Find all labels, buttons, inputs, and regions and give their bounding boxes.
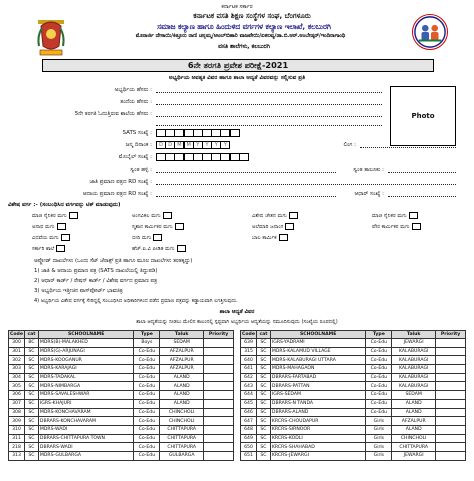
table-cell: JEWARGI [392, 451, 436, 460]
category-option[interactable]: ಹೆಚ್.ಐ.ವಿ ಪೀಡಿತ ಮಗು [132, 245, 186, 253]
priority-cell[interactable] [204, 373, 234, 382]
income-label: ಆದಾಯ ಪ್ರಮಾಣ ಪತ್ರದ RD ಸಂಖ್ಯೆ : [82, 191, 152, 197]
category-option[interactable]: ಬಾಲ ಕಾರ್ಮಿಕ [252, 234, 288, 242]
table-cell: 315 [241, 347, 257, 356]
table-cell: 649 [241, 434, 257, 443]
school5-label: 5ನೇ ತರಗತಿ ಓದುತ್ತಿರುವ ಶಾಲೆಯ ಹೆಸರು : [74, 111, 152, 117]
category-option[interactable]: ವಿಶೇಷ ಚೇತನ ಮಗು [252, 212, 298, 220]
gender-field[interactable] [360, 147, 456, 148]
table-cell: BC [24, 339, 38, 348]
table-cell: DBRARS-FARTABAD [270, 373, 365, 382]
preference-note: ಶಾಲಾ ಆದ್ಯತೆಯನ್ನು ನೀಡಲು ಮೇಲಿನ ಕಾಲಂನಲ್ಲಿ ಸ್ಪಷ್ಟವಾಗಿ ಅಭ್ಯರ್ಥಿಯ ಆದ್ಯತೆಯನ್ನು ನಮೂದಿಸುವುದು (ಸಂಖ್ಯೆಯ ರೂಪದಲ್ಲಿ) [136, 319, 338, 325]
table-row [9, 434, 234, 443]
table-cell: Co-Edu [134, 356, 160, 365]
col-school: SCHOOLNAME [38, 331, 134, 339]
table-row [9, 339, 234, 348]
table-cell: MDRS-TADAKAL [38, 373, 134, 382]
col-taluk: Taluk [392, 331, 436, 339]
table-cell: CHINCHOLI [160, 408, 204, 417]
village-label: ಸ್ವಂತ ಹಳ್ಳಿ : [130, 167, 152, 173]
table-cell: MDRS-WADI [38, 425, 134, 434]
category-option[interactable]: ಮಾಜಿ ಸೈನಿಕರ ಮಗು [372, 212, 418, 220]
dob-box: Y [211, 141, 221, 149]
table-cell: 639 [241, 339, 257, 348]
taluk-field[interactable] [388, 172, 456, 173]
dob-label: ಜನ್ಮ ದಿನಾಂಕ : [125, 142, 152, 148]
table-row [9, 373, 234, 382]
table-cell: SEDAM [160, 339, 204, 348]
mobile-boxes[interactable] [156, 153, 248, 161]
table-cell: MDRS-SAVALESHWAR [38, 391, 134, 400]
page-subtitle: ಅಭ್ಯರ್ಥಿಯ ಅವಶ್ಯಕ ವಿವರ ಹಾಗೂ ಶಾಲಾ ಆದ್ಯತೆ ವಿವರವನ್ನು ಸಲ್ಲಿಸುವ ಪ್ರತಿ [168, 75, 306, 81]
caste-field[interactable] [156, 184, 456, 185]
table-cell: SC [256, 399, 270, 408]
table-cell: SC [24, 417, 38, 426]
col-type: Type [366, 331, 392, 339]
table-cell: 308 [9, 408, 25, 417]
table-cell: MDRS-KALABURAGI UTTARA [270, 356, 365, 365]
table-row [241, 339, 466, 348]
table-row [241, 451, 466, 460]
priority-cell[interactable] [204, 365, 234, 374]
table-cell: IGRS-SEDAM [270, 391, 365, 400]
category-option[interactable]: ಬೀದಿ ಮಗು [132, 234, 162, 242]
table-cell: SC [256, 382, 270, 391]
col-taluk: Taluk [160, 331, 204, 339]
priority-cell[interactable] [204, 443, 234, 452]
table-cell: Co-Edu [366, 399, 392, 408]
dob-box: Y [220, 141, 230, 149]
table-cell: Girls [366, 417, 392, 426]
table-cell: 305 [9, 382, 25, 391]
table-cell: Co-Edu [366, 356, 392, 365]
name-field[interactable] [156, 92, 382, 93]
table-row [9, 382, 234, 391]
table-cell: KALABURAGI [392, 382, 436, 391]
table-cell: AFZALPUR [160, 365, 204, 374]
category-option[interactable]: ಮಾಜಿ ಸೈನಿಕರ ಮಗು [32, 212, 78, 220]
priority-cell[interactable] [204, 339, 234, 348]
table-cell: DBRARS-WADI [38, 443, 134, 452]
table-cell: MDRS-KALAMUD VILLAGE [270, 347, 365, 356]
gender-label: ಲಿಂಗ : [343, 142, 356, 148]
society-name: ಕರ್ನಾಟಕ ವಸತಿ ಶಿಕ್ಷಣ ಸಂಸ್ಥೆಗಳ ಸಂಘ, ಬೆಂಗಳೂರು [193, 12, 311, 20]
school-table-right [240, 330, 466, 461]
table-cell: SC [256, 443, 270, 452]
table-row [9, 451, 234, 460]
table-cell: SC [256, 391, 270, 400]
table-cell: DBRARS-ALAND [270, 408, 365, 417]
table-cell: KRCRS-KODLI [270, 434, 365, 443]
table-cell: 302 [9, 356, 25, 365]
category-option[interactable]: ಅಂಗವಿಕಲ ಮಗು [132, 212, 172, 220]
table-cell: Boys [134, 339, 160, 348]
table-row [241, 417, 466, 426]
table-cell: 643 [241, 382, 257, 391]
table-cell: CHITTAPURA [160, 425, 204, 434]
table-cell: 651 [241, 451, 257, 460]
school5-field[interactable] [156, 116, 382, 117]
father-label: ತಂದೆಯ ಹೆಸರು : [120, 99, 152, 105]
table-cell: SC [24, 399, 38, 408]
category-option[interactable]: ಸ್ಮಶಾನ ಕಾರ್ಮಿಕರ ಮಗು [132, 223, 184, 231]
document-note: 3) ಅಭ್ಯರ್ಥಿಯ ಇತ್ತೀಚಿನ ಪಾಸ್‌ಪೋರ್ಟ್ ಭಾವಚಿತ್ರ [34, 288, 123, 294]
table-cell: KRCRS-SHAHABAD [270, 443, 365, 452]
table-cell: Co-Edu [134, 451, 160, 460]
col-cat: cat [24, 331, 38, 339]
school-table-left [8, 330, 234, 461]
table-cell: KALABURAGI [392, 373, 436, 382]
table-row [241, 399, 466, 408]
priority-cell[interactable] [204, 425, 234, 434]
table-cell: KALABURAGI [392, 365, 436, 374]
table-cell: 640 [241, 356, 257, 365]
category-title: ವಿಶೇಷ ವರ್ಗ :- (ಸಂಬಂಧಿಸಿದ ವರ್ಗವನ್ನು ಟಿಕ್ ಮಾಡುವುದು) [8, 202, 121, 208]
govt-label: ಕರ್ನಾಟಕ ಸರ್ಕಾರ [221, 4, 253, 10]
table-cell: SC [24, 451, 38, 460]
table-cell: Co-Edu [134, 365, 160, 374]
dob-box: Y [193, 141, 203, 149]
table-cell: Girls [366, 425, 392, 434]
sats-boxes[interactable] [156, 129, 239, 137]
table-cell: SC [256, 434, 270, 443]
table-cell: SC [24, 365, 38, 374]
table-cell: Co-Edu [366, 339, 392, 348]
table-cell: SC [24, 434, 38, 443]
table-cell: 307 [9, 399, 25, 408]
table-cell: DBRARS-KONCHAVARAM [38, 417, 134, 426]
table-cell: Co-Edu [366, 408, 392, 417]
col-type: Type [134, 331, 160, 339]
priority-cell[interactable] [436, 451, 466, 460]
table-cell: AFZALPUR [160, 356, 204, 365]
table-cell: 218 [9, 443, 25, 452]
table-cell: 647 [241, 417, 257, 426]
table-cell: Co-Edu [134, 425, 160, 434]
table-cell: KALABURAGI [392, 347, 436, 356]
dob-box: D [165, 141, 175, 149]
table-cell: IGRS-KHAJURI [38, 399, 134, 408]
table-cell: IGRS-YADRAMI [270, 339, 365, 348]
priority-cell[interactable] [436, 425, 466, 434]
caste-label: ಜಾತಿ ಪ್ರಮಾಣ ಪತ್ರದ RD ಸಂಖ್ಯೆ : [89, 179, 152, 185]
document-note: 2) ಆಧಾರ್ ಕಾರ್ಡ್ / ರೇಷನ್ ಕಾರ್ಡ್ / ವಿಶೇಷ ವರ್ಗದ ಪ್ರಮಾಣ ಪತ್ರ [34, 278, 158, 284]
table-cell: SC [24, 373, 38, 382]
table-cell: 642 [241, 373, 257, 382]
col-code: Code [10, 332, 23, 337]
table-cell: Co-Edu [134, 443, 160, 452]
table-cell: MDRS-MAHAGAON [270, 365, 365, 374]
table-row [9, 365, 234, 374]
table-cell: SC [24, 382, 38, 391]
priority-cell[interactable] [204, 451, 234, 460]
table-cell: CHITTAPURA [392, 443, 436, 452]
sats-label: SATS ಸಂಖ್ಯೆ : [122, 130, 152, 136]
table-row [9, 391, 234, 400]
table-cell: SC [256, 425, 270, 434]
table-row [9, 356, 234, 365]
table-cell: CHINCHOLI [160, 417, 204, 426]
table-cell: SC [256, 356, 270, 365]
dob-boxes[interactable] [156, 141, 230, 149]
table-row [241, 365, 466, 374]
table-cell: 309 [9, 417, 25, 426]
table-row [241, 382, 466, 391]
table-cell: ALAND [160, 399, 204, 408]
priority-cell[interactable] [436, 408, 466, 417]
table-cell: 311 [9, 434, 25, 443]
table-cell: 646 [241, 408, 257, 417]
aadhaar-field[interactable] [388, 196, 456, 197]
page-title: 6ನೇ ತರಗತಿ ಪ್ರವೇಶ ಪರೀಕ್ಷೆ-2021 [42, 59, 434, 72]
table-cell: Co-Edu [134, 373, 160, 382]
table-cell: Co-Edu [366, 391, 392, 400]
col-cat: cat [256, 331, 270, 339]
table-cell: Co-Edu [366, 365, 392, 374]
table-cell: ALAND [392, 425, 436, 434]
table-cell: 304 [9, 373, 25, 382]
table-cell: KRCRS-SIRNOOR [270, 425, 365, 434]
table-row [241, 356, 466, 365]
photo-box[interactable]: Photo [390, 86, 456, 146]
table-cell: KRCRS-CHOUDAPUR [270, 417, 365, 426]
table-cell: SC [256, 373, 270, 382]
table-cell: MDRS(B)-MALAKHED [38, 339, 134, 348]
category-option[interactable]: ವಿಧವೆಯ ಮಗು [32, 234, 70, 242]
table-cell: SC [256, 451, 270, 460]
preference-heading: ಶಾಲಾ ಆದ್ಯತೆ ವಿವರ [219, 309, 255, 315]
priority-cell[interactable] [436, 347, 466, 356]
table-cell: SC [24, 347, 38, 356]
name-label: ಅಭ್ಯರ್ಥಿಯ ಹೆಸರು : [114, 87, 152, 93]
priority-cell[interactable] [436, 434, 466, 443]
table-cell: Girls [366, 434, 392, 443]
table-cell: 303 [9, 365, 25, 374]
table-cell: Co-Edu [134, 434, 160, 443]
table-cell: Co-Edu [134, 382, 160, 391]
table-cell: ALAND [160, 382, 204, 391]
table-cell: DBRARS-PATTAN [270, 382, 365, 391]
table-row [241, 347, 466, 356]
table-cell: SC [256, 408, 270, 417]
priority-cell[interactable] [204, 417, 234, 426]
income-field[interactable] [156, 196, 336, 197]
priority-cell[interactable] [204, 408, 234, 417]
category-option[interactable]: ಪೌರ ಕಾರ್ಮಿಕರ ಮಗು [372, 223, 421, 231]
table-cell: 313 [9, 451, 25, 460]
priority-cell[interactable] [204, 391, 234, 400]
priority-cell[interactable] [436, 391, 466, 400]
table-cell: SC [256, 339, 270, 348]
admission-form [4, 2, 470, 479]
table-cell: SEDAM [392, 391, 436, 400]
father-field[interactable] [156, 104, 382, 105]
table-cell: DBRARS-N TANDA [270, 399, 365, 408]
table-cell: 648 [241, 425, 257, 434]
table-row [241, 425, 466, 434]
table-cell: CHINCHOLI [392, 434, 436, 443]
table-cell: Co-Edu [134, 391, 160, 400]
table-cell: 306 [9, 391, 25, 400]
table-cell: SC [24, 356, 38, 365]
table-cell: JEWARGI [392, 339, 436, 348]
table-cell: AFZALPUR [392, 417, 436, 426]
dob-box: M [184, 141, 194, 149]
table-cell: SC [24, 391, 38, 400]
table-row [241, 373, 466, 382]
table-row [9, 443, 234, 452]
table-cell: 310 [9, 425, 25, 434]
priority-cell[interactable] [436, 417, 466, 426]
col-priority: Priority [204, 331, 234, 339]
table-cell: KALABURAGI [392, 356, 436, 365]
table-cell: 300 [9, 339, 25, 348]
table-row [9, 417, 234, 426]
table-cell: MDRS-KOOGANUR [38, 356, 134, 365]
table-cell: Co-Edu [134, 408, 160, 417]
col-code: Code [242, 332, 255, 337]
table-cell: MDRS-NIMBARGA [38, 382, 134, 391]
table-cell: 645 [241, 399, 257, 408]
table-row [241, 408, 466, 417]
table-cell: 644 [241, 391, 257, 400]
priority-cell[interactable] [204, 399, 234, 408]
table-cell: 641 [241, 365, 257, 374]
table-cell: KRCRS-JEWARGI [270, 451, 365, 460]
table-row [241, 443, 466, 452]
priority-cell[interactable] [436, 443, 466, 452]
table-cell: CHITTAPURA [160, 443, 204, 452]
category-option[interactable]: ಸರ್ಕಾರಿ ಶಾಲೆ [32, 245, 65, 253]
table-cell: Co-Edu [366, 347, 392, 356]
table-cell: ALAND [392, 408, 436, 417]
table-row [9, 408, 234, 417]
village-field[interactable] [156, 172, 336, 173]
mobile-label: ಮೊಬೈಲ್ ಸಂಖ್ಯೆ : [118, 154, 152, 160]
priority-cell[interactable] [436, 339, 466, 348]
priority-cell[interactable] [436, 356, 466, 365]
table-cell: SC [256, 417, 270, 426]
priority-cell[interactable] [204, 382, 234, 391]
table-cell: Girls [366, 451, 392, 460]
table-row [9, 347, 234, 356]
school-types: ಮೊರಾರ್ಜಿ ದೇಸಾಯಿ/ಕಿತ್ತೂರು ರಾಣಿ ಚನ್ನಮ್ಮ/ಅಟಲ್‌ಬಿಹಾರಿ ವಾಜಪೇಯಿ/ಏಕಲವ್ಯ/ಡಾ.ಬಿ.ಆರ್.ಅಂಬೇಡ್ಕರ್/ಇಂದಿರಾಗಾಂಧಿ [135, 33, 346, 39]
table-cell: MDRS-KONCHAVARAM [38, 408, 134, 417]
table-cell: ALAND [160, 391, 204, 400]
col-priority: Priority [436, 331, 466, 339]
school5-field-2[interactable] [156, 125, 382, 126]
table-cell: MDRS-KARAJAGI [38, 365, 134, 374]
priority-cell[interactable] [436, 382, 466, 391]
district-name: ವಸತಿ ಶಾಲೆಗಳು, ಕಲಬುರಗಿ [218, 44, 270, 50]
table-cell: Girls [366, 443, 392, 452]
department-name: ಸಮಾಜ ಕಲ್ಯಾಣ ಹಾಗೂ ಹಿಂದುಳಿದ ವರ್ಗಗಳ ಕಲ್ಯಾಣ ಇಲಾಖೆ, ಕಲಬುರಗಿ [157, 22, 331, 31]
documents-heading: ಅಪ್ಲೋಡ್ ದಾಖಲೆಗಳು (ಒಂದು ಸೆಟ್ ಜೆರಾಕ್ಸ್ ಪ್ರತಿ ಹಾಗೂ ಮೂಲ ದಾಖಲೆಗಳು ತರತಕ್ಕದ್ದು) [34, 258, 193, 264]
table-cell: Co-Edu [366, 382, 392, 391]
karnataka-emblem-icon [34, 16, 68, 58]
dob-box: Y [202, 141, 212, 149]
col-school: SCHOOLNAME [270, 331, 365, 339]
table-cell: CHITTAPURA [160, 434, 204, 443]
table-cell: Co-Edu [134, 347, 160, 356]
dob-box: D [156, 141, 166, 149]
priority-cell[interactable] [436, 399, 466, 408]
document-note: 1) ಜಾತಿ & ಆದಾಯ ಪ್ರಮಾಣ ಪತ್ರ (SATS ದಾಖಲೆಯಲ್ಲಿ ತಿದ್ದುಪಡಿ) [34, 268, 158, 274]
table-cell: DBRARS-CHITTAPURA TOWN [38, 434, 134, 443]
table-cell: GULBARGA [160, 451, 204, 460]
table-cell: AFZALPUR [160, 347, 204, 356]
table-cell: Co-Edu [134, 399, 160, 408]
table-row [9, 399, 234, 408]
priority-cell[interactable] [436, 373, 466, 382]
priority-cell[interactable] [204, 356, 234, 365]
taluk-label: ಸ್ವಂತ ತಾಲೂಕು : [353, 167, 384, 173]
dob-box: M [174, 141, 184, 149]
table-cell: SC [24, 425, 38, 434]
table-row [241, 391, 466, 400]
category-option[interactable]: ಅನಾಥ ಮಗು [32, 223, 66, 231]
aadhaar-label: ಆಧಾರ್ ಸಂಖ್ಯೆ : [354, 191, 384, 197]
priority-cell[interactable] [204, 347, 234, 356]
table-cell: SC [256, 347, 270, 356]
table-cell: 301 [9, 347, 25, 356]
document-note: 4) ಅಭ್ಯರ್ಥಿಯ ವಿಶೇಷ ವರ್ಗಕ್ಕೆ ಸೇರಿದ್ದಲ್ಲಿ ಸಂಬಂಧಿಸಿದ ಅಧಿಕಾರಿಗಳಿಂದ ಪಡೆದ ಪ್ರಮಾಣ ಪತ್ರವನ್ನು ಕಡ್ಡಾಯವಾಗಿ ಲಗತ್ತಿಸುವುದು. [34, 298, 238, 304]
priority-cell[interactable] [436, 365, 466, 374]
society-logo-icon [412, 14, 448, 50]
table-cell: ALAND [160, 373, 204, 382]
table-cell: SC [24, 408, 38, 417]
table-cell: 650 [241, 443, 257, 452]
category-option[interactable]: ಅಲೆಮಾರಿ ಜನಾಂಗ [252, 223, 294, 231]
table-row [9, 425, 234, 434]
table-cell: Co-Edu [366, 373, 392, 382]
table-cell: Co-Edu [134, 417, 160, 426]
table-cell: SC [24, 443, 38, 452]
priority-cell[interactable] [204, 434, 234, 443]
table-cell: MDRS-GULBARGA [38, 451, 134, 460]
table-cell: SC [256, 365, 270, 374]
table-cell: MDRS(G)-ARJUNAGI [38, 347, 134, 356]
table-row [241, 434, 466, 443]
table-cell: ALAND [392, 399, 436, 408]
